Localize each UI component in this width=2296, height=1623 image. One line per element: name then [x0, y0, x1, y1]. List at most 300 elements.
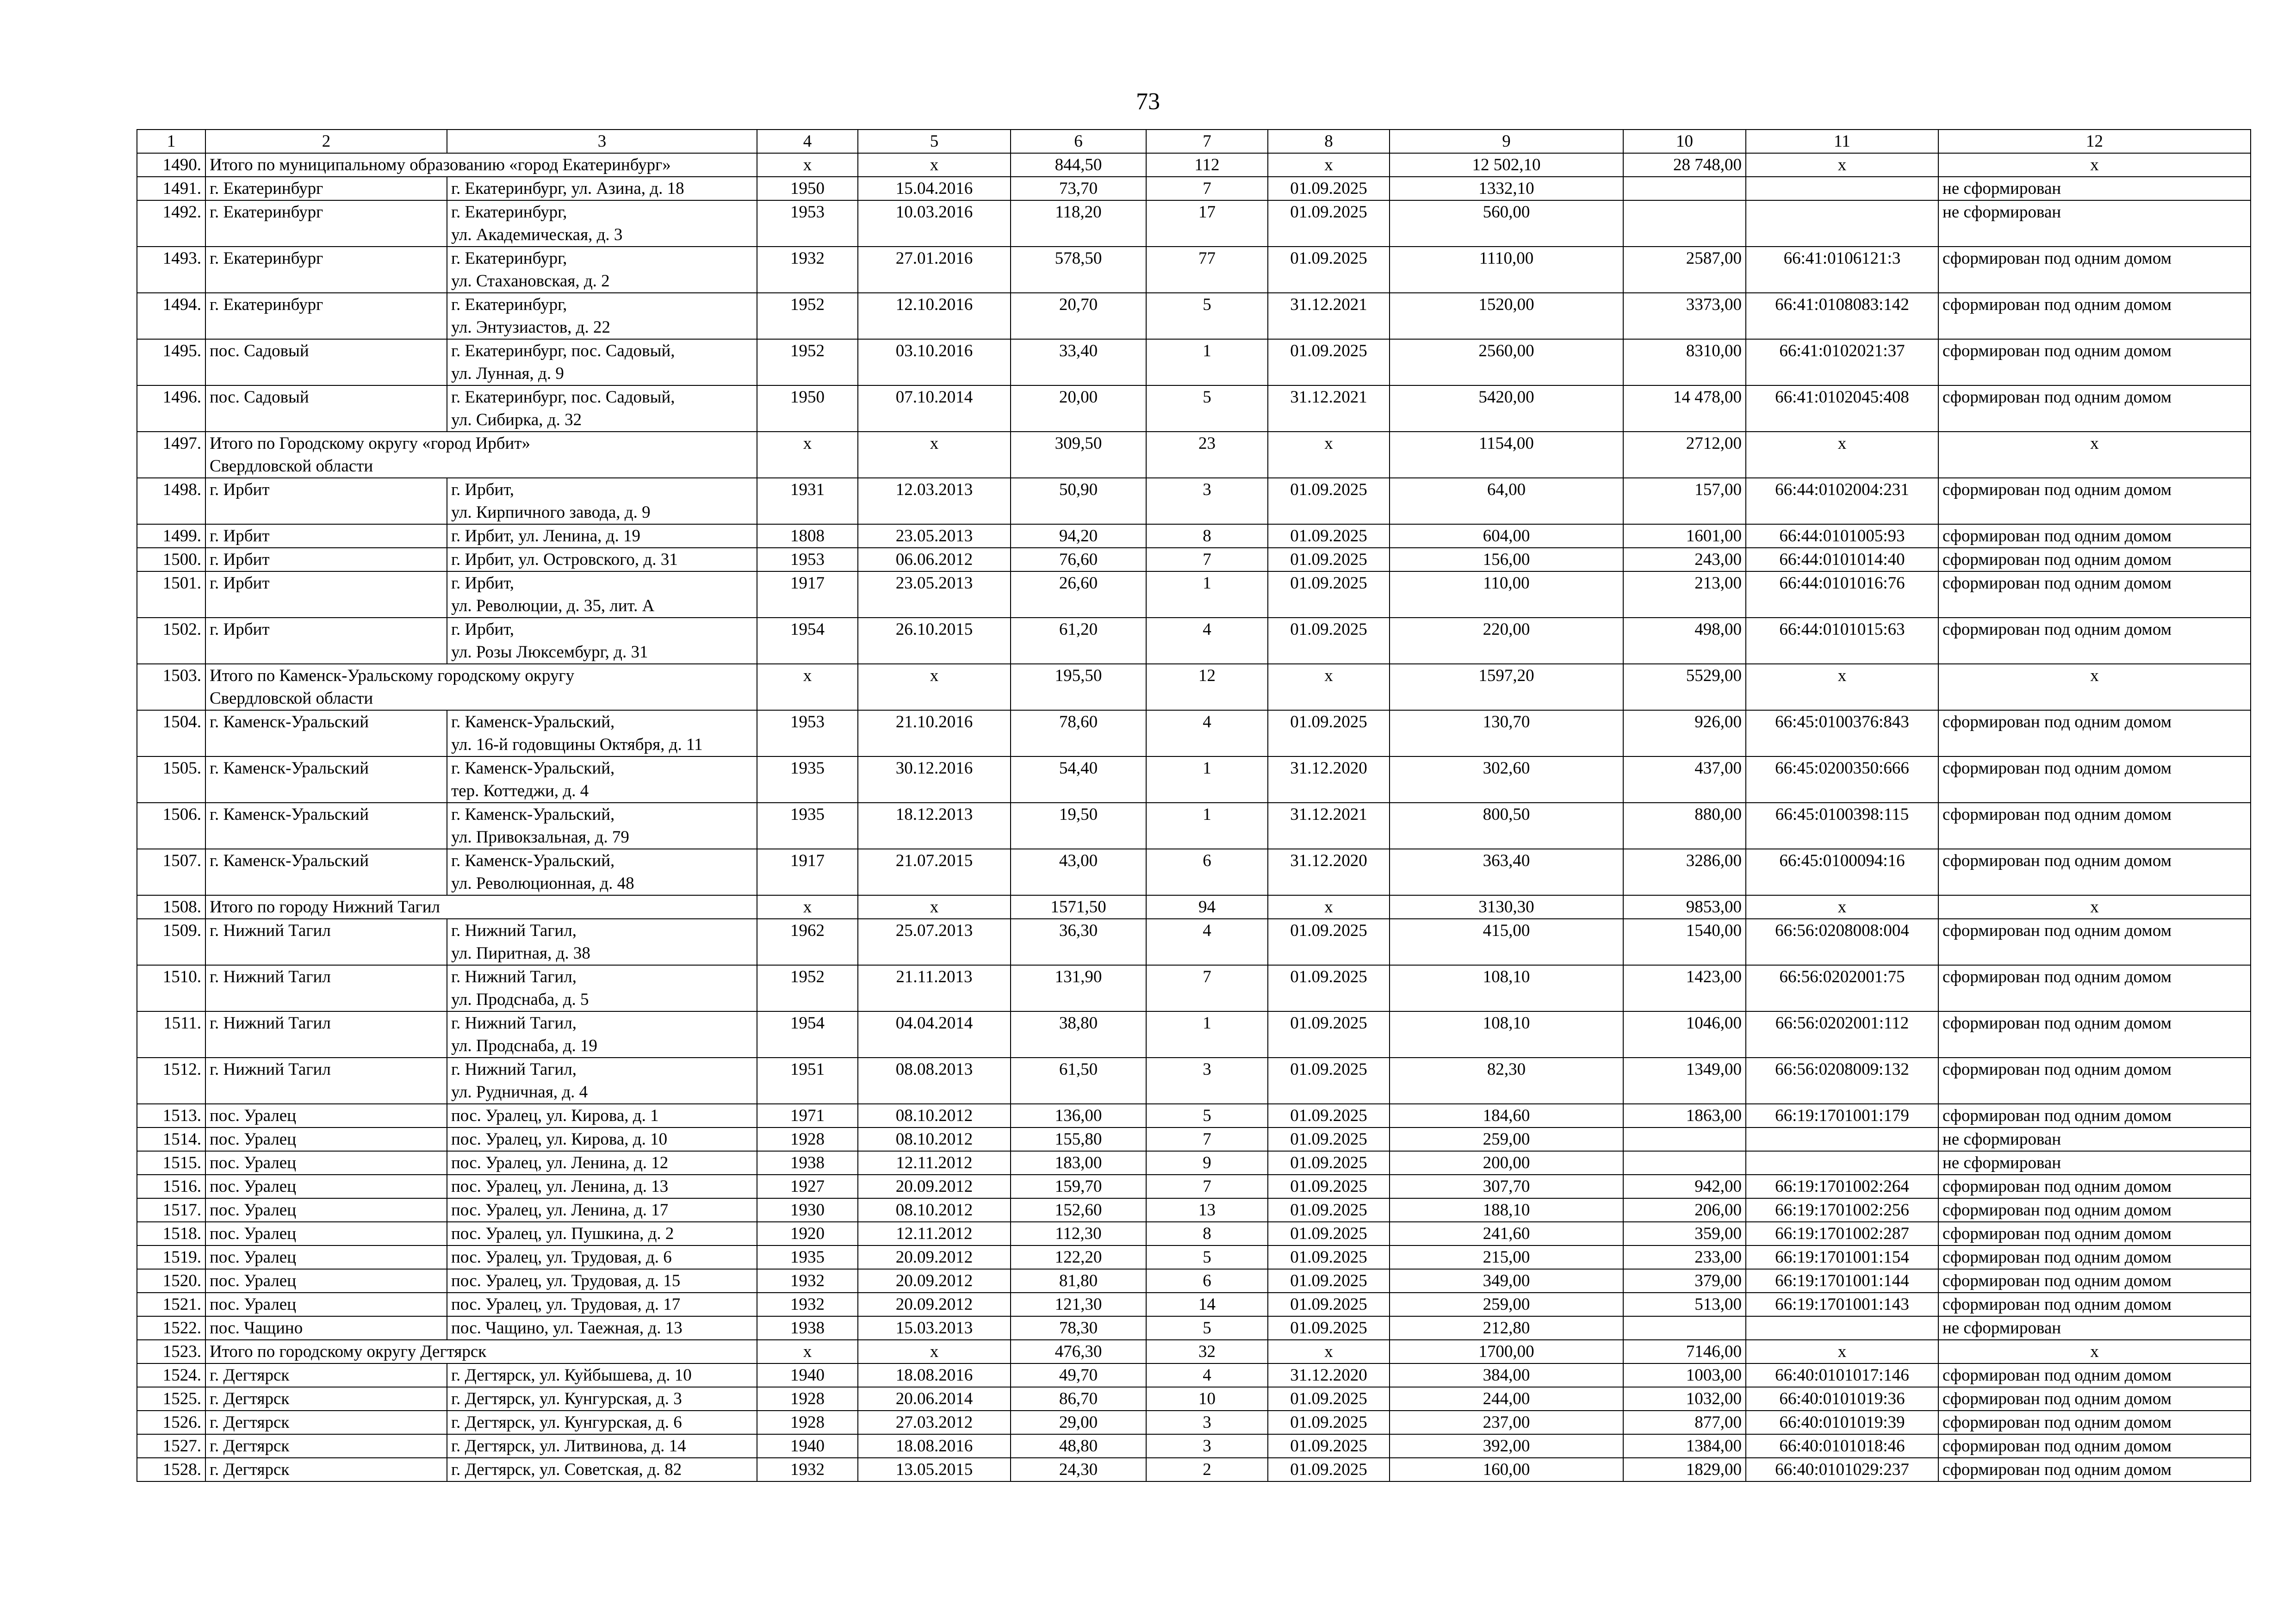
status-cell: сформирован под одним домом: [1938, 339, 2251, 385]
deadline-cell: 01.09.2025: [1268, 1269, 1390, 1293]
value-cell: 233,00: [1623, 1245, 1746, 1269]
value-cell: 244,00: [1390, 1387, 1623, 1411]
cadastral-cell: [1746, 1127, 1938, 1151]
deadline-cell: 01.09.2025: [1268, 1198, 1390, 1222]
date-cell: 12.11.2012: [858, 1151, 1011, 1175]
row-number: 1512.: [137, 1058, 205, 1104]
residents-cell: 3: [1146, 478, 1268, 524]
status-cell: х: [1938, 432, 2251, 478]
date-cell: 15.03.2013: [858, 1316, 1011, 1340]
municipality-cell: пос. Уралец: [205, 1293, 447, 1316]
value-cell: 349,00: [1390, 1269, 1623, 1293]
table-row: [137, 571, 2251, 618]
date-cell: 04.04.2014: [858, 1011, 1011, 1058]
area-cell: 118,20: [1011, 200, 1146, 247]
address-cell: г. Каменск-Уральский, ул. Революционная, д. 48: [447, 849, 757, 895]
value-cell: 184,60: [1390, 1104, 1623, 1127]
status-cell: сформирован под одним домом: [1938, 1269, 2251, 1293]
value-cell: 1154,00: [1390, 432, 1623, 478]
area-cell: 136,00: [1011, 1104, 1146, 1127]
address-cell: пос. Уралец, ул. Пушкина, д. 2: [447, 1222, 757, 1245]
value-cell: 8310,00: [1623, 339, 1746, 385]
year-cell: 1952: [757, 339, 858, 385]
value-cell: 188,10: [1390, 1198, 1623, 1222]
value-cell: 213,00: [1623, 571, 1746, 618]
column-header: 6: [1011, 130, 1146, 153]
status-cell: сформирован под одним домом: [1938, 1011, 2251, 1058]
row-number: 1504.: [137, 710, 205, 756]
residents-cell: 1: [1146, 571, 1268, 618]
deadline-cell: 31.12.2020: [1268, 849, 1390, 895]
deadline-cell: х: [1268, 1340, 1390, 1363]
municipality-cell: пос. Уралец: [205, 1151, 447, 1175]
cadastral-cell: 66:45:0100376:843: [1746, 710, 1938, 756]
value-cell: 1423,00: [1623, 965, 1746, 1011]
deadline-cell: х: [1268, 664, 1390, 710]
date-cell: 10.03.2016: [858, 200, 1011, 247]
residents-cell: 10: [1146, 1387, 1268, 1411]
row-number: 1503.: [137, 664, 205, 710]
municipality-cell: г. Нижний Тагил: [205, 1011, 447, 1058]
residents-cell: 5: [1146, 1316, 1268, 1340]
row-number: 1522.: [137, 1316, 205, 1340]
municipality-cell: г. Каменск-Уральский: [205, 756, 447, 803]
municipality-cell: пос. Уралец: [205, 1127, 447, 1151]
date-cell: 08.10.2012: [858, 1198, 1011, 1222]
address-cell: пос. Уралец, ул. Ленина, д. 13: [447, 1175, 757, 1198]
value-cell: 926,00: [1623, 710, 1746, 756]
area-cell: 112,30: [1011, 1222, 1146, 1245]
deadline-cell: 01.09.2025: [1268, 1293, 1390, 1316]
municipality-cell: г. Екатеринбург: [205, 200, 447, 247]
column-header: 8: [1268, 130, 1390, 153]
residents-cell: 1: [1146, 339, 1268, 385]
total-label: Итого по городскому округу Дегтярск: [205, 1340, 757, 1363]
value-cell: 1349,00: [1623, 1058, 1746, 1104]
cadastral-cell: 66:19:1701002:287: [1746, 1222, 1938, 1245]
row-number: 1517.: [137, 1198, 205, 1222]
cadastral-cell: 66:41:0108083:142: [1746, 293, 1938, 339]
deadline-cell: 01.09.2025: [1268, 247, 1390, 293]
table-row: [137, 965, 2251, 1011]
value-cell: 9853,00: [1623, 895, 1746, 919]
value-cell: 359,00: [1623, 1222, 1746, 1245]
area-cell: 578,50: [1011, 247, 1146, 293]
column-header: 9: [1390, 130, 1623, 153]
value-cell: 200,00: [1390, 1151, 1623, 1175]
total-label: Итого по Каменск-Уральскому городскому округу Свердловской области: [205, 664, 757, 710]
total-row: [137, 664, 2251, 710]
column-header: 10: [1623, 130, 1746, 153]
table-row: [137, 919, 2251, 965]
date-cell: 21.07.2015: [858, 849, 1011, 895]
area-cell: 73,70: [1011, 177, 1146, 200]
value-cell: 5529,00: [1623, 664, 1746, 710]
date-cell: х: [858, 895, 1011, 919]
year-cell: 1938: [757, 1151, 858, 1175]
table-row: [137, 1363, 2251, 1387]
row-number: 1526.: [137, 1411, 205, 1434]
address-cell: г. Нижний Тагил, ул. Продснаба, д. 19: [447, 1011, 757, 1058]
municipality-cell: пос. Уралец: [205, 1198, 447, 1222]
date-cell: 23.05.2013: [858, 571, 1011, 618]
row-number: 1494.: [137, 293, 205, 339]
value-cell: 241,60: [1390, 1222, 1623, 1245]
status-cell: не сформирован: [1938, 200, 2251, 247]
residents-cell: 112: [1146, 153, 1268, 177]
year-cell: х: [757, 432, 858, 478]
area-cell: 26,60: [1011, 571, 1146, 618]
year-cell: 1952: [757, 965, 858, 1011]
municipality-cell: г. Ирбит: [205, 524, 447, 548]
deadline-cell: 01.09.2025: [1268, 618, 1390, 664]
status-cell: не сформирован: [1938, 177, 2251, 200]
value-cell: 1332,10: [1390, 177, 1623, 200]
area-cell: 20,00: [1011, 385, 1146, 432]
value-cell: 259,00: [1390, 1293, 1623, 1316]
year-cell: 1971: [757, 1104, 858, 1127]
date-cell: 18.12.2013: [858, 803, 1011, 849]
area-cell: 43,00: [1011, 849, 1146, 895]
value-cell: 437,00: [1623, 756, 1746, 803]
deadline-cell: 01.09.2025: [1268, 1222, 1390, 1245]
municipality-cell: г. Дегтярск: [205, 1458, 447, 1481]
value-cell: 82,30: [1390, 1058, 1623, 1104]
total-row: [137, 895, 2251, 919]
cadastral-cell: 66:44:0101014:40: [1746, 548, 1938, 571]
column-header: 11: [1746, 130, 1938, 153]
residents-cell: 7: [1146, 965, 1268, 1011]
municipality-cell: г. Дегтярск: [205, 1363, 447, 1387]
value-cell: 604,00: [1390, 524, 1623, 548]
status-cell: сформирован под одним домом: [1938, 1222, 2251, 1245]
deadline-cell: 01.09.2025: [1268, 177, 1390, 200]
deadline-cell: 01.09.2025: [1268, 1151, 1390, 1175]
residents-cell: 4: [1146, 710, 1268, 756]
deadline-cell: 01.09.2025: [1268, 524, 1390, 548]
deadline-cell: 01.09.2025: [1268, 1175, 1390, 1198]
address-cell: г. Нижний Тагил, ул. Пиритная, д. 38: [447, 919, 757, 965]
address-cell: пос. Уралец, ул. Трудовая, д. 17: [447, 1293, 757, 1316]
date-cell: 18.08.2016: [858, 1434, 1011, 1458]
area-cell: 1571,50: [1011, 895, 1146, 919]
row-number: 1497.: [137, 432, 205, 478]
municipality-cell: г. Дегтярск: [205, 1411, 447, 1434]
municipality-cell: г. Ирбит: [205, 571, 447, 618]
value-cell: 415,00: [1390, 919, 1623, 965]
deadline-cell: 31.12.2020: [1268, 756, 1390, 803]
year-cell: 1953: [757, 710, 858, 756]
year-cell: 1930: [757, 1198, 858, 1222]
value-cell: 212,80: [1390, 1316, 1623, 1340]
date-cell: 26.10.2015: [858, 618, 1011, 664]
value-cell: 110,00: [1390, 571, 1623, 618]
residents-cell: 5: [1146, 385, 1268, 432]
address-cell: пос. Уралец, ул. Ленина, д. 12: [447, 1151, 757, 1175]
row-number: 1515.: [137, 1151, 205, 1175]
area-cell: 131,90: [1011, 965, 1146, 1011]
total-row: [137, 432, 2251, 478]
cadastral-cell: х: [1746, 153, 1938, 177]
municipality-cell: г. Нижний Тагил: [205, 1058, 447, 1104]
area-cell: 155,80: [1011, 1127, 1146, 1151]
status-cell: сформирован под одним домом: [1938, 803, 2251, 849]
value-cell: 307,70: [1390, 1175, 1623, 1198]
residents-cell: 6: [1146, 1269, 1268, 1293]
date-cell: 23.05.2013: [858, 524, 1011, 548]
address-cell: г. Екатеринбург, пос. Садовый, ул. Лунная, д. 9: [447, 339, 757, 385]
status-cell: сформирован под одним домом: [1938, 385, 2251, 432]
status-cell: х: [1938, 153, 2251, 177]
municipality-cell: пос. Уралец: [205, 1269, 447, 1293]
deadline-cell: 01.09.2025: [1268, 1387, 1390, 1411]
area-cell: 122,20: [1011, 1245, 1146, 1269]
year-cell: 1953: [757, 200, 858, 247]
address-cell: г. Дегтярск, ул. Литвинова, д. 14: [447, 1434, 757, 1458]
table-row: [137, 1198, 2251, 1222]
area-cell: 33,40: [1011, 339, 1146, 385]
cadastral-cell: х: [1746, 664, 1938, 710]
cadastral-cell: 66:41:0102045:408: [1746, 385, 1938, 432]
cadastral-cell: 66:56:0208009:132: [1746, 1058, 1938, 1104]
value-cell: 2712,00: [1623, 432, 1746, 478]
table-row: [137, 1434, 2251, 1458]
year-cell: 1932: [757, 1269, 858, 1293]
area-cell: 121,30: [1011, 1293, 1146, 1316]
status-cell: сформирован под одним домом: [1938, 293, 2251, 339]
value-cell: 942,00: [1623, 1175, 1746, 1198]
row-number: 1499.: [137, 524, 205, 548]
date-cell: 07.10.2014: [858, 385, 1011, 432]
municipality-cell: г. Каменск-Уральский: [205, 849, 447, 895]
cadastral-cell: 66:56:0202001:75: [1746, 965, 1938, 1011]
municipality-cell: г. Ирбит: [205, 478, 447, 524]
deadline-cell: х: [1268, 153, 1390, 177]
value-cell: [1623, 1151, 1746, 1175]
residents-cell: 2: [1146, 1458, 1268, 1481]
date-cell: 08.10.2012: [858, 1127, 1011, 1151]
row-number: 1501.: [137, 571, 205, 618]
address-cell: г. Дегтярск, ул. Кунгурская, д. 6: [447, 1411, 757, 1434]
row-number: 1493.: [137, 247, 205, 293]
value-cell: 28 748,00: [1623, 153, 1746, 177]
year-cell: 1962: [757, 919, 858, 965]
residents-cell: 5: [1146, 1104, 1268, 1127]
column-header: 12: [1938, 130, 2251, 153]
year-cell: 1954: [757, 1011, 858, 1058]
row-number: 1492.: [137, 200, 205, 247]
row-number: 1507.: [137, 849, 205, 895]
deadline-cell: 01.09.2025: [1268, 200, 1390, 247]
residents-cell: 4: [1146, 618, 1268, 664]
residents-cell: 1: [1146, 756, 1268, 803]
year-cell: х: [757, 895, 858, 919]
year-cell: 1953: [757, 548, 858, 571]
year-cell: 1932: [757, 1293, 858, 1316]
column-header: 5: [858, 130, 1011, 153]
row-number: 1509.: [137, 919, 205, 965]
year-cell: 1935: [757, 803, 858, 849]
area-cell: 78,30: [1011, 1316, 1146, 1340]
year-cell: 1951: [757, 1058, 858, 1104]
table-row: [137, 1269, 2251, 1293]
table-row: [137, 756, 2251, 803]
value-cell: 498,00: [1623, 618, 1746, 664]
value-cell: [1623, 177, 1746, 200]
value-cell: 12 502,10: [1390, 153, 1623, 177]
year-cell: 1920: [757, 1222, 858, 1245]
cadastral-cell: [1746, 1316, 1938, 1340]
area-cell: 152,60: [1011, 1198, 1146, 1222]
row-number: 1500.: [137, 548, 205, 571]
column-header: 4: [757, 130, 858, 153]
table-row: [137, 1245, 2251, 1269]
table-row: [137, 1387, 2251, 1411]
cadastral-cell: 66:40:0101017:146: [1746, 1363, 1938, 1387]
cadastral-cell: 66:44:0101016:76: [1746, 571, 1938, 618]
table-row: [137, 1458, 2251, 1481]
year-cell: 1928: [757, 1387, 858, 1411]
area-cell: 29,00: [1011, 1411, 1146, 1434]
municipality-cell: г. Дегтярск: [205, 1387, 447, 1411]
year-cell: 1928: [757, 1411, 858, 1434]
row-number: 1523.: [137, 1340, 205, 1363]
residents-cell: 7: [1146, 1127, 1268, 1151]
row-number: 1513.: [137, 1104, 205, 1127]
row-number: 1527.: [137, 1434, 205, 1458]
cadastral-cell: 66:45:0200350:666: [1746, 756, 1938, 803]
year-cell: 1952: [757, 293, 858, 339]
residents-cell: 94: [1146, 895, 1268, 919]
address-cell: пос. Уралец, ул. Трудовая, д. 15: [447, 1269, 757, 1293]
deadline-cell: х: [1268, 895, 1390, 919]
value-cell: 14 478,00: [1623, 385, 1746, 432]
year-cell: 1950: [757, 177, 858, 200]
table-row: [137, 803, 2251, 849]
cadastral-cell: [1746, 200, 1938, 247]
residents-cell: 14: [1146, 1293, 1268, 1316]
data-table: [137, 129, 2251, 1482]
area-cell: 49,70: [1011, 1363, 1146, 1387]
value-cell: 206,00: [1623, 1198, 1746, 1222]
total-label: Итого по Городскому округу «город Ирбит» Свердловской области: [205, 432, 757, 478]
cadastral-cell: 66:19:1701002:264: [1746, 1175, 1938, 1198]
year-cell: 1927: [757, 1175, 858, 1198]
row-number: 1495.: [137, 339, 205, 385]
year-cell: 1935: [757, 1245, 858, 1269]
year-cell: 1917: [757, 571, 858, 618]
status-cell: не сформирован: [1938, 1151, 2251, 1175]
area-cell: 19,50: [1011, 803, 1146, 849]
row-number: 1511.: [137, 1011, 205, 1058]
table-row: [137, 548, 2251, 571]
status-cell: х: [1938, 664, 2251, 710]
value-cell: 108,10: [1390, 965, 1623, 1011]
date-cell: 21.11.2013: [858, 965, 1011, 1011]
value-cell: 157,00: [1623, 478, 1746, 524]
municipality-cell: пос. Чащино: [205, 1316, 447, 1340]
cadastral-cell: 66:45:0100398:115: [1746, 803, 1938, 849]
value-cell: 384,00: [1390, 1363, 1623, 1387]
area-cell: 78,60: [1011, 710, 1146, 756]
table-row: [137, 1316, 2251, 1340]
header-row: [137, 130, 2251, 153]
value-cell: 302,60: [1390, 756, 1623, 803]
date-cell: 30.12.2016: [858, 756, 1011, 803]
area-cell: 81,80: [1011, 1269, 1146, 1293]
status-cell: х: [1938, 1340, 2251, 1363]
row-number: 1519.: [137, 1245, 205, 1269]
year-cell: 1950: [757, 385, 858, 432]
residents-cell: 8: [1146, 1222, 1268, 1245]
year-cell: 1928: [757, 1127, 858, 1151]
area-cell: 86,70: [1011, 1387, 1146, 1411]
date-cell: х: [858, 1340, 1011, 1363]
cadastral-cell: 66:56:0202001:112: [1746, 1011, 1938, 1058]
date-cell: 20.09.2012: [858, 1175, 1011, 1198]
status-cell: не сформирован: [1938, 1316, 2251, 1340]
total-label: Итого по муниципальному образованию «город Екатеринбург»: [205, 153, 757, 177]
address-cell: г. Ирбит, ул. Революции, д. 35, лит. А: [447, 571, 757, 618]
date-cell: 08.10.2012: [858, 1104, 1011, 1127]
value-cell: 130,70: [1390, 710, 1623, 756]
row-number: 1525.: [137, 1387, 205, 1411]
value-cell: 3373,00: [1623, 293, 1746, 339]
residents-cell: 4: [1146, 919, 1268, 965]
deadline-cell: 01.09.2025: [1268, 965, 1390, 1011]
date-cell: 18.08.2016: [858, 1363, 1011, 1387]
residents-cell: 13: [1146, 1198, 1268, 1222]
status-cell: сформирован под одним домом: [1938, 1175, 2251, 1198]
value-cell: [1623, 200, 1746, 247]
address-cell: г. Дегтярск, ул. Куйбышева, д. 10: [447, 1363, 757, 1387]
address-cell: пос. Чащино, ул. Таежная, д. 13: [447, 1316, 757, 1340]
status-cell: сформирован под одним домом: [1938, 919, 2251, 965]
residents-cell: 9: [1146, 1151, 1268, 1175]
year-cell: 1938: [757, 1316, 858, 1340]
value-cell: 64,00: [1390, 478, 1623, 524]
status-cell: сформирован под одним домом: [1938, 478, 2251, 524]
status-cell: сформирован под одним домом: [1938, 1411, 2251, 1434]
row-number: 1490.: [137, 153, 205, 177]
value-cell: 237,00: [1390, 1411, 1623, 1434]
status-cell: сформирован под одним домом: [1938, 1198, 2251, 1222]
address-cell: пос. Уралец, ул. Трудовая, д. 6: [447, 1245, 757, 1269]
deadline-cell: х: [1268, 432, 1390, 478]
cadastral-cell: х: [1746, 895, 1938, 919]
status-cell: сформирован под одним домом: [1938, 1434, 2251, 1458]
municipality-cell: г. Каменск-Уральский: [205, 803, 447, 849]
municipality-cell: пос. Уралец: [205, 1104, 447, 1127]
residents-cell: 12: [1146, 664, 1268, 710]
value-cell: 1032,00: [1623, 1387, 1746, 1411]
table-row: [137, 1222, 2251, 1245]
deadline-cell: 01.09.2025: [1268, 571, 1390, 618]
address-cell: г. Екатеринбург, ул. Академическая, д. 3: [447, 200, 757, 247]
table-row: [137, 247, 2251, 293]
area-cell: 159,70: [1011, 1175, 1146, 1198]
date-cell: 06.06.2012: [858, 548, 1011, 571]
date-cell: 21.10.2016: [858, 710, 1011, 756]
value-cell: 1597,20: [1390, 664, 1623, 710]
status-cell: сформирован под одним домом: [1938, 756, 2251, 803]
cadastral-cell: 66:41:0102021:37: [1746, 339, 1938, 385]
date-cell: 20.09.2012: [858, 1245, 1011, 1269]
row-number: 1505.: [137, 756, 205, 803]
page-number: 73: [1136, 88, 1160, 115]
area-cell: 309,50: [1011, 432, 1146, 478]
row-number: 1514.: [137, 1127, 205, 1151]
